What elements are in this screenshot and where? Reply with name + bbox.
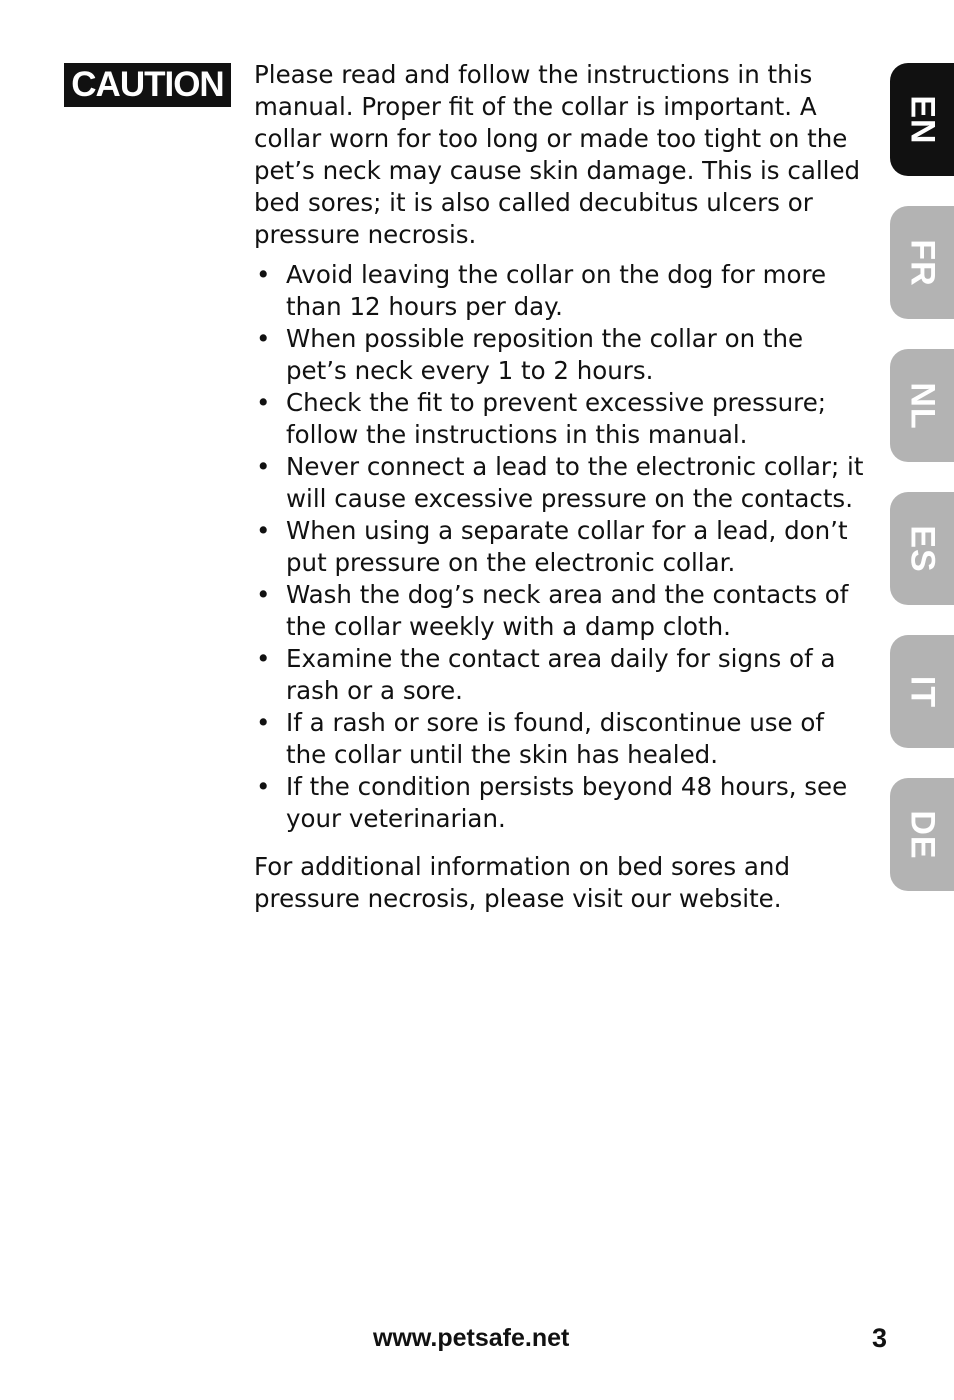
tab-label: NL — [903, 381, 942, 430]
tab-label: EN — [903, 94, 942, 145]
bullet-icon: • — [256, 644, 271, 673]
list-item-text: When possible reposition the collar on the pet’s neck every 1 to 2 hours. — [286, 324, 804, 385]
intro-paragraph: Please read and follow the instructions in this manual. Proper fit of the collar is important. A collar worn for too long or made too tight on the pet’s neck may cause skin damage. This is called bed sores; it is also called decubitus ulcers or pressure necrosis. — [254, 60, 861, 249]
outro-paragraph: For additional information on bed sores and pressure necrosis, please visit our website. — [254, 852, 790, 913]
tab-language-it[interactable] — [890, 635, 954, 748]
list-item-text: Avoid leaving the collar on the dog for more than 12 hours per day. — [286, 260, 827, 321]
list-item-text: Never connect a lead to the electronic collar; it will cause excessive pressure on the contacts. — [286, 452, 864, 513]
list-item — [254, 771, 866, 835]
bullet-icon: • — [256, 260, 271, 289]
bullet-icon: • — [256, 388, 271, 417]
caution-badge: CAUTION — [64, 63, 231, 107]
bullet-icon: • — [256, 324, 271, 353]
bullet-icon: • — [256, 452, 271, 481]
bullet-icon: • — [256, 580, 271, 609]
tab-language-fr[interactable] — [890, 206, 954, 319]
list-item — [254, 515, 866, 579]
page-number: 3 — [872, 1323, 888, 1353]
bullet-icon: • — [256, 516, 271, 545]
list-item — [254, 707, 866, 771]
list-item — [254, 579, 866, 643]
bullet-icon: • — [256, 708, 271, 737]
tab-label: IT — [903, 675, 942, 708]
list-item-text: When using a separate collar for a lead, don’t put pressure on the electronic collar. — [286, 516, 848, 577]
list-item — [254, 387, 866, 451]
tab-label: ES — [903, 524, 942, 573]
tab-language-nl[interactable] — [890, 349, 954, 462]
list-item-text: Check the fit to prevent excessive pressure; follow the instructions in this manual. — [286, 388, 827, 449]
precautions-list — [254, 259, 866, 835]
tab-language-en[interactable] — [890, 63, 954, 176]
tab-language-es[interactable] — [890, 492, 954, 605]
list-item — [254, 643, 866, 707]
list-item-text: If the condition persists beyond 48 hours, see your veterinarian. — [286, 772, 848, 833]
list-item — [254, 323, 866, 387]
main-content — [254, 59, 866, 915]
footer-website-link[interactable]: www.petsafe.net — [373, 1324, 570, 1352]
list-item-text: Examine the contact area daily for signs of a rash or a sore. — [286, 644, 836, 705]
list-item — [254, 451, 866, 515]
list-item — [254, 259, 866, 323]
list-item-text: If a rash or sore is found, discontinue use of the collar until the skin has healed. — [286, 708, 824, 769]
list-item-text: Wash the dog’s neck area and the contacts of the collar weekly with a damp cloth. — [286, 580, 849, 641]
tab-language-de[interactable] — [890, 778, 954, 891]
bullet-icon: • — [256, 772, 271, 801]
tab-label: FR — [903, 238, 942, 287]
tab-label: DE — [903, 809, 942, 860]
